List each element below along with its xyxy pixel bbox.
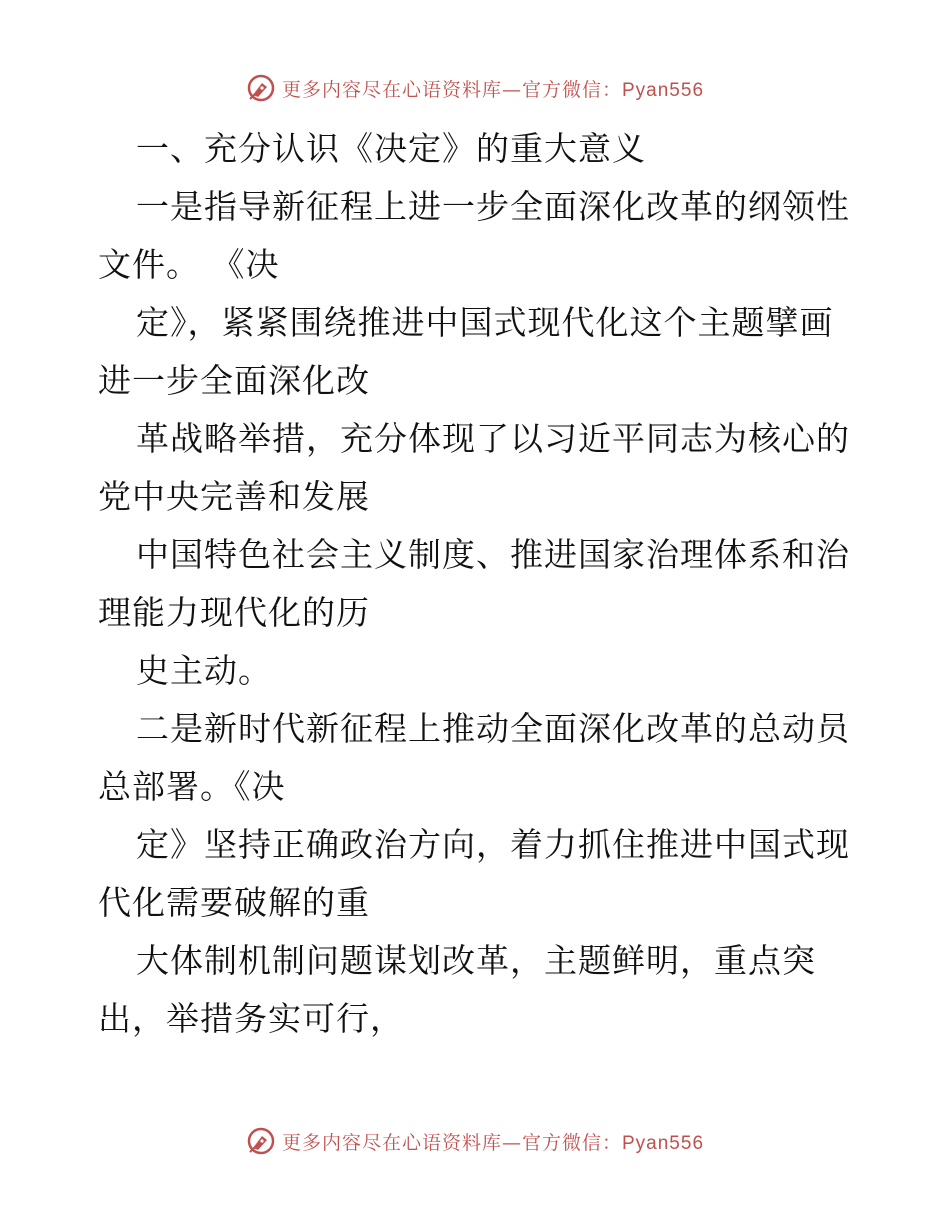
text-line: 文件。 《决 — [98, 245, 280, 284]
text-line: 定》，紧紧围绕推进中国式现代化这个主题擘画 — [136, 303, 834, 342]
header-banner — [0, 68, 950, 108]
text-line: 出，举措务实可行， — [98, 999, 404, 1038]
text-line: 进一步全面深化改 — [98, 361, 370, 400]
text-line: 大体制机制问题谋划改革，主题鲜明，重点突 — [136, 941, 816, 980]
wechat-label: 官方微信： — [521, 78, 622, 101]
banner-text — [282, 75, 704, 102]
text-line: 二是新时代新征程上推动全面深化改革的总动员 — [136, 709, 850, 748]
heading-line: 一、充分认识《决定》的重大意义 — [136, 129, 646, 168]
text-line: 中国特色社会主义制度、推进国家治理体系和治 — [136, 535, 850, 574]
wechat-label: 官方微信： — [521, 1131, 622, 1154]
text-line: 理能力现代化的历 — [98, 593, 370, 632]
text-line: 总部署。《决 — [98, 767, 286, 806]
text-line: 党中央完善和发展 — [98, 477, 370, 516]
text-line: 革战略举措，充分体现了以习近平同志为核心的 — [136, 419, 850, 458]
banner-dash: — — [501, 1131, 522, 1154]
wechat-id: Pyan556 — [622, 1132, 705, 1154]
pen-nib-circle-icon — [246, 73, 276, 103]
banner-text — [282, 1128, 704, 1155]
pen-nib-circle-icon — [246, 1126, 276, 1156]
site-text: 更多内容尽在心语资料库 — [281, 1131, 502, 1154]
text-line: 史主动。 — [136, 651, 272, 690]
wechat-id: Pyan556 — [622, 79, 705, 101]
banner-dash: — — [501, 78, 522, 101]
site-text: 更多内容尽在心语资料库 — [281, 78, 502, 101]
document-body — [98, 120, 858, 1048]
text-line: 一是指导新征程上进一步全面深化改革的纲领性 — [136, 187, 850, 226]
text-line: 定》坚持正确政治方向，着力抓住推进中国式现 — [136, 825, 850, 864]
text-line: 代化需要破解的重 — [98, 883, 370, 922]
footer-banner — [0, 1121, 950, 1161]
